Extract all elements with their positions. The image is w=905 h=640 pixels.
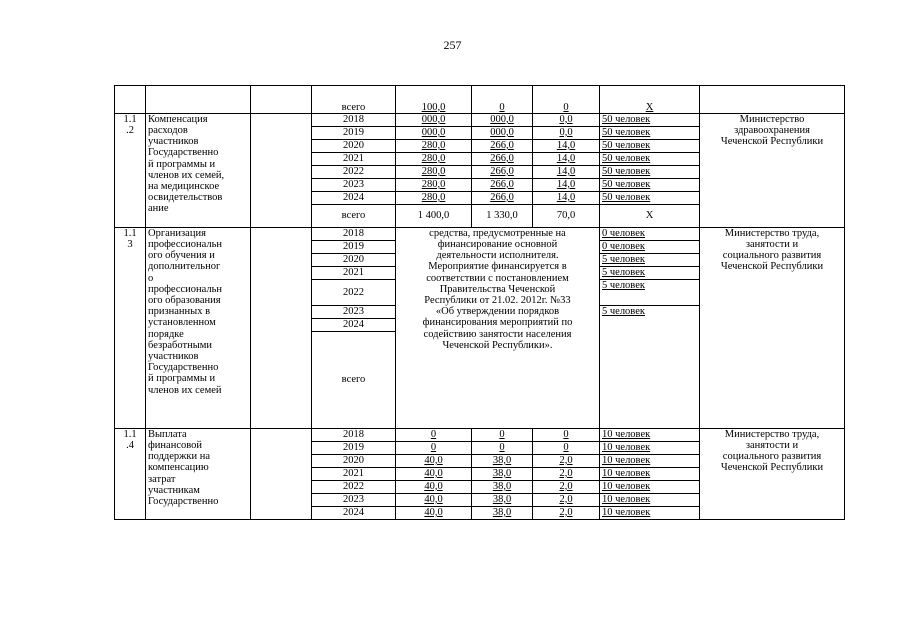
people-cell: 0 человек bbox=[600, 227, 700, 240]
people-cell: 5 человек bbox=[600, 279, 700, 305]
value-cell: 000,0 bbox=[472, 113, 533, 126]
organization-cell-line: Чеченской Республики bbox=[720, 462, 824, 474]
organization-cell bbox=[700, 113, 845, 227]
section-name-line: дополнительног bbox=[148, 261, 221, 273]
page-number: 257 bbox=[443, 38, 462, 52]
value-cell: 14,0 bbox=[533, 178, 600, 191]
year-cell: 2022 bbox=[312, 165, 396, 178]
people-cell: 5 человек bbox=[600, 305, 700, 428]
section-name-line: профессиональн bbox=[148, 283, 223, 295]
year-cell: 2020 bbox=[312, 253, 396, 266]
total-value: 70,0 bbox=[533, 204, 600, 227]
year-cell: 2018 bbox=[312, 227, 396, 240]
section-name bbox=[146, 428, 251, 519]
year-cell: 2019 bbox=[312, 126, 396, 139]
empty-cell bbox=[396, 86, 472, 102]
value-cell: 2,0 bbox=[533, 506, 600, 519]
value-cell: 266,0 bbox=[472, 139, 533, 152]
total-label: всего bbox=[312, 331, 396, 428]
empty-cell bbox=[251, 428, 312, 519]
value-cell: 0 bbox=[396, 441, 472, 454]
value-cell: 0 bbox=[472, 428, 533, 441]
value-cell: 280,0 bbox=[396, 191, 472, 204]
value-cell: 0 bbox=[396, 428, 472, 441]
people-cell: 10 человек bbox=[600, 467, 700, 480]
year-cell: 2020 bbox=[312, 454, 396, 467]
section-id-line: 3 bbox=[127, 238, 133, 250]
organization-cell bbox=[700, 227, 845, 428]
id-cell-empty bbox=[115, 86, 146, 114]
section-name-line: членов их семей bbox=[148, 384, 222, 396]
name-cell-empty bbox=[146, 86, 251, 114]
total-value: 1 330,0 bbox=[472, 204, 533, 227]
section-id-line: 1.1 bbox=[123, 113, 137, 125]
value-cell: 38,0 bbox=[472, 480, 533, 493]
funding-note-line: содействию занятости населения bbox=[423, 328, 572, 340]
section-name-line: признанных в bbox=[148, 306, 211, 318]
organization-cell-line: Министерство труда, bbox=[724, 428, 820, 440]
funding-note-line: деятельности исполнителя. bbox=[436, 250, 559, 262]
total-people: X bbox=[600, 204, 700, 227]
section-id-line: 1.1 bbox=[123, 428, 137, 440]
section-name-line: профессиональн bbox=[148, 238, 223, 250]
value-cell: 40,0 bbox=[396, 493, 472, 506]
people-cell: 10 человек bbox=[600, 493, 700, 506]
section-id bbox=[115, 227, 146, 428]
year-cell: 2021 bbox=[312, 467, 396, 480]
people-cell: 10 человек bbox=[600, 480, 700, 493]
section-name-line: расходов bbox=[148, 124, 188, 136]
organization-cell bbox=[700, 428, 845, 519]
section-id-line: .2 bbox=[126, 124, 134, 136]
people-cell: 50 человек bbox=[600, 152, 700, 165]
value-cell: 0 bbox=[533, 428, 600, 441]
section-name-line: компенсацию bbox=[148, 462, 209, 474]
table-row bbox=[115, 86, 845, 102]
value-cell: 14,0 bbox=[533, 165, 600, 178]
people-cell: 5 человек bbox=[600, 253, 700, 266]
value-cell: 0 bbox=[533, 102, 600, 114]
funding-note bbox=[396, 227, 600, 428]
table-row bbox=[115, 113, 845, 126]
value-cell: 38,0 bbox=[472, 454, 533, 467]
empty-cell bbox=[251, 86, 312, 114]
section-name-line: освидетельствов bbox=[148, 192, 223, 204]
value-cell: 0,0 bbox=[533, 113, 600, 126]
total-value: 1 400,0 bbox=[396, 204, 472, 227]
value-cell: 266,0 bbox=[472, 152, 533, 165]
funding-note-line: соответствии с постановлением bbox=[426, 272, 569, 284]
value-cell: 266,0 bbox=[472, 178, 533, 191]
section-name-line: Выплата bbox=[148, 428, 187, 440]
year-cell: 2018 bbox=[312, 113, 396, 126]
year-cell: 2022 bbox=[312, 480, 396, 493]
table-row bbox=[115, 428, 845, 441]
value-cell: 2,0 bbox=[533, 493, 600, 506]
section-name-line: Государственно bbox=[148, 362, 219, 374]
table-body bbox=[115, 86, 845, 520]
section-name bbox=[146, 113, 251, 227]
value-cell: 280,0 bbox=[396, 139, 472, 152]
year-cell: 2024 bbox=[312, 191, 396, 204]
section-name-line: Организация bbox=[148, 227, 206, 239]
value-cell: 000,0 bbox=[472, 126, 533, 139]
value-cell: 0,0 bbox=[533, 126, 600, 139]
section-id bbox=[115, 428, 146, 519]
value-cell: 100,0 bbox=[396, 102, 472, 114]
organization-cell-line: Министерство bbox=[739, 113, 805, 125]
section-name-line: установленном bbox=[148, 317, 216, 329]
section-name-line: участникам bbox=[148, 484, 200, 496]
value-cell: 40,0 bbox=[396, 454, 472, 467]
table-row bbox=[115, 227, 845, 240]
value-cell: 2,0 bbox=[533, 467, 600, 480]
value-cell: 000,0 bbox=[396, 126, 472, 139]
section-name-line: безработными bbox=[148, 339, 213, 351]
value-cell: 0 bbox=[472, 441, 533, 454]
people-cell: 50 человек bbox=[600, 126, 700, 139]
funding-note-line: финансирования мероприятий по bbox=[422, 317, 573, 329]
year-cell: 2019 bbox=[312, 240, 396, 253]
year-cell: 2024 bbox=[312, 506, 396, 519]
year-cell: 2024 bbox=[312, 318, 396, 331]
section-name-line: о bbox=[148, 272, 154, 284]
organization-cell-line: Министерство труда, bbox=[724, 227, 820, 239]
value-cell: 0 bbox=[533, 441, 600, 454]
value-cell: 266,0 bbox=[472, 165, 533, 178]
year-cell: 2018 bbox=[312, 428, 396, 441]
section-name-line: ание bbox=[148, 203, 169, 215]
value-cell: 40,0 bbox=[396, 506, 472, 519]
section-name-line: й программы и bbox=[148, 373, 216, 385]
section-id bbox=[115, 113, 146, 227]
org-cell-empty bbox=[700, 86, 845, 114]
value-cell: 0 bbox=[472, 102, 533, 114]
value-cell: 266,0 bbox=[472, 191, 533, 204]
year-cell: 2021 bbox=[312, 266, 396, 279]
year-cell: 2021 bbox=[312, 152, 396, 165]
funding-note-line: Республики от 21.02. 2012г. №33 bbox=[424, 294, 571, 306]
value-cell: 280,0 bbox=[396, 165, 472, 178]
section-name-line: ого образования bbox=[148, 294, 221, 306]
value-cell: 2,0 bbox=[533, 480, 600, 493]
empty-cell bbox=[600, 86, 700, 102]
people-cell: 50 человек bbox=[600, 113, 700, 126]
year-cell: 2023 bbox=[312, 305, 396, 318]
section-name-line: финансовой bbox=[148, 439, 202, 451]
funding-note-line: средства, предусмотренные на bbox=[429, 227, 566, 239]
value-cell: 14,0 bbox=[533, 139, 600, 152]
funding-note-line: Правительства Чеченской bbox=[439, 283, 556, 295]
total-label: всего bbox=[312, 102, 396, 114]
people-cell: X bbox=[600, 102, 700, 114]
empty-cell bbox=[533, 86, 600, 102]
organization-cell-line: социального развития bbox=[722, 451, 822, 463]
people-cell: 50 человек bbox=[600, 165, 700, 178]
year-cell: 2019 bbox=[312, 441, 396, 454]
section-id-line: 1.1 bbox=[123, 227, 137, 239]
value-cell: 280,0 bbox=[396, 178, 472, 191]
section-name-line: Государственно bbox=[148, 147, 219, 159]
value-cell: 38,0 bbox=[472, 467, 533, 480]
value-cell: 40,0 bbox=[396, 467, 472, 480]
organization-cell-line: Чеченской Республики bbox=[720, 261, 824, 273]
year-cell: 2020 bbox=[312, 139, 396, 152]
section-name-line: членов их семей, bbox=[148, 169, 225, 181]
section-name-line: ого обучения и bbox=[148, 250, 215, 262]
funding-note-line: Мероприятие финансируется в bbox=[428, 261, 567, 273]
program-measures-table bbox=[114, 85, 845, 520]
section-name-line: участников bbox=[148, 350, 199, 362]
value-cell: 40,0 bbox=[396, 480, 472, 493]
section-name-line: Государственно bbox=[148, 495, 219, 507]
section-name-line: Компенсация bbox=[148, 113, 208, 125]
section-name-line: поддержки на bbox=[148, 451, 211, 463]
people-cell: 10 человек bbox=[600, 428, 700, 441]
value-cell: 2,0 bbox=[533, 454, 600, 467]
people-cell: 50 человек bbox=[600, 139, 700, 152]
people-cell: 10 человек bbox=[600, 454, 700, 467]
empty-cell bbox=[251, 227, 312, 428]
value-cell: 000,0 bbox=[396, 113, 472, 126]
organization-cell-line: социального развития bbox=[722, 250, 822, 262]
people-cell: 50 человек bbox=[600, 178, 700, 191]
value-cell: 14,0 bbox=[533, 191, 600, 204]
year-cell: 2023 bbox=[312, 493, 396, 506]
section-name-line: й программы и bbox=[148, 158, 216, 170]
section-name-line: участников bbox=[148, 136, 199, 148]
section-name-line: на медицинское bbox=[148, 180, 220, 192]
organization-cell-line: занятости и bbox=[745, 439, 799, 451]
funding-note-line: Чеченской Республики». bbox=[442, 339, 553, 351]
empty-cell bbox=[312, 86, 396, 102]
organization-cell-line: занятости и bbox=[745, 238, 799, 250]
organization-cell-line: здравоохранения bbox=[734, 124, 810, 136]
section-name-line: затрат bbox=[148, 473, 176, 485]
empty-cell bbox=[472, 86, 533, 102]
people-cell: 0 человек bbox=[600, 240, 700, 253]
people-cell: 5 человек bbox=[600, 266, 700, 279]
funding-note-line: «Об утверждении порядков bbox=[435, 306, 560, 318]
people-cell: 10 человек bbox=[600, 441, 700, 454]
section-id-line: .4 bbox=[126, 439, 134, 451]
people-cell: 50 человек bbox=[600, 191, 700, 204]
total-label: всего bbox=[312, 204, 396, 227]
section-name bbox=[146, 227, 251, 428]
year-cell: 2022 bbox=[312, 279, 396, 305]
value-cell: 38,0 bbox=[472, 506, 533, 519]
year-cell: 2023 bbox=[312, 178, 396, 191]
people-cell: 10 человек bbox=[600, 506, 700, 519]
section-name-line: порядке bbox=[148, 328, 184, 340]
funding-note-line: финансирование основной bbox=[437, 238, 558, 250]
value-cell: 280,0 bbox=[396, 152, 472, 165]
value-cell: 14,0 bbox=[533, 152, 600, 165]
value-cell: 38,0 bbox=[472, 493, 533, 506]
empty-cell bbox=[251, 113, 312, 227]
organization-cell-line: Чеченской Республики bbox=[720, 136, 824, 148]
